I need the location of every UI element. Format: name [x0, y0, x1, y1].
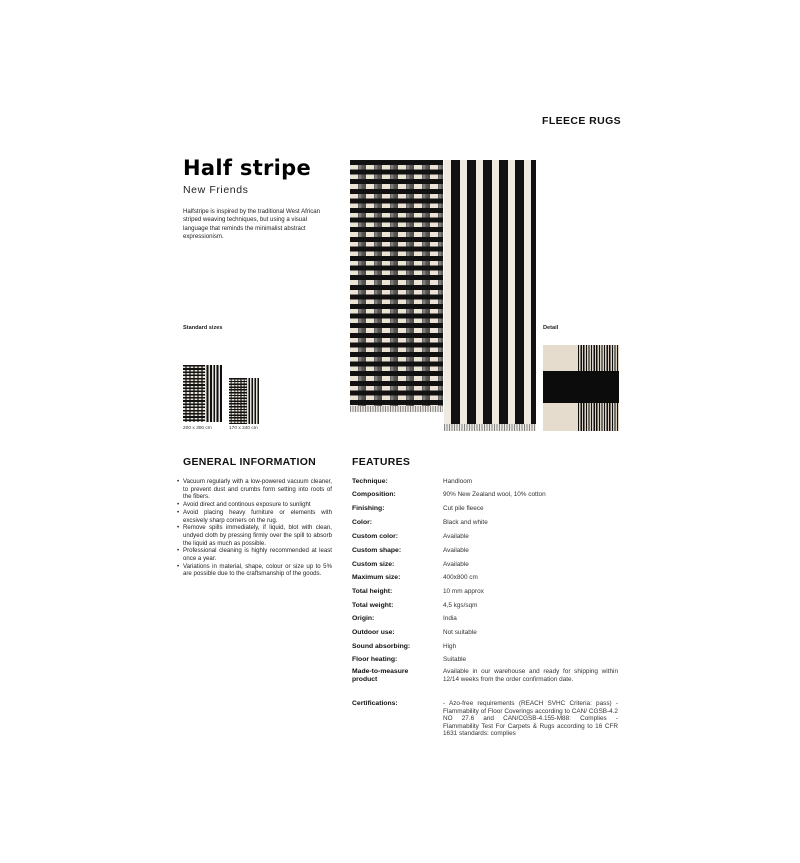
- size-thumbnail-200x300: [183, 365, 222, 422]
- general-information-heading: GENERAL INFORMATION: [183, 456, 317, 468]
- feature-label: Composition:: [352, 491, 396, 498]
- thumb-checked-part: [229, 378, 247, 424]
- care-instructions-list: [177, 478, 332, 578]
- size-thumbnail-170x240: [229, 378, 259, 424]
- feature-label: Custom shape:: [352, 547, 402, 554]
- feature-value: 90% New Zealand wool, 10% cotton: [443, 491, 546, 498]
- rug-fringe: [350, 406, 443, 412]
- feature-value: Black and white: [443, 519, 488, 526]
- feature-value: India: [443, 615, 457, 622]
- feature-label: Custom size:: [352, 561, 395, 568]
- feature-label: Sound absorbing:: [352, 643, 411, 650]
- feature-value: Suitable: [443, 656, 467, 663]
- detail-image: [543, 345, 619, 431]
- category-heading: FLEECE RUGS: [542, 115, 622, 127]
- feature-label: Origin:: [352, 615, 375, 622]
- care-item: • Avoid placing heavy furniture or elements with excsively sharp corners on the rug.: [177, 509, 332, 524]
- feature-value: High: [443, 643, 457, 650]
- care-item: • Professional cleaning is highly recommended at least once a year.: [177, 547, 332, 562]
- main-rug-image-checked: [350, 160, 443, 412]
- standard-sizes-label: Standard sizes: [183, 325, 223, 331]
- collection-name: New Friends: [183, 184, 249, 196]
- feature-label: Maximum size:: [352, 574, 401, 581]
- feature-label: Technique:: [352, 478, 388, 485]
- feature-label: Finishing:: [352, 505, 385, 512]
- thumb-striped-part: [247, 378, 259, 424]
- feature-value: Not suitable: [443, 629, 477, 636]
- feature-value: - Azo-free requirements (REACH SVHC Criteria: pass) - Flammability of Floor Coverings according to CAN/ CGSB-4.2 NO 27.6 and CAN/CGSB-4.155-M88: Complies - Flammability Test For Carpets & Rugs according to 16 CFR 1631 standards: complies: [443, 700, 618, 737]
- size-caption-1: 200 x 300 cm: [183, 426, 212, 431]
- feature-label: Total weight:: [352, 602, 394, 609]
- care-item: • Avoid direct and continous exposure to sunlight: [177, 501, 332, 509]
- care-item: • Vacuum regularly with a low-powered vacuum cleaner, to prevent dust and crumbs form setting into roots of the fibers.: [177, 478, 332, 501]
- feature-value: Available in our warehouse and ready for shipping within 12/14 weeks from the order confirmation date.: [443, 668, 618, 683]
- feature-label: Color:: [352, 519, 373, 526]
- feature-label: Made-to-measure product: [352, 668, 409, 683]
- thumb-striped-part: [205, 365, 222, 422]
- rug-fringe: [444, 424, 536, 431]
- main-rug-image-striped: [444, 160, 536, 431]
- feature-label: Total height:: [352, 588, 393, 595]
- thumb-checked-part: [183, 365, 205, 422]
- feature-value: Available: [443, 533, 469, 540]
- feature-value: 400x800 cm: [443, 574, 478, 581]
- feature-value: 4,5 kgs/sqm: [443, 602, 478, 609]
- care-item: • Variations in material, shape, colour or size up to 5% are possible due to the craftsmanship of the goods.: [177, 563, 332, 578]
- care-item: • Remove spills immediately, if liquid, blot with clean, undyed cloth by pressing firmly over the spill to absorb the liquid as much as possible.: [177, 524, 332, 547]
- feature-value: Handloom: [443, 478, 473, 485]
- feature-value: Available: [443, 561, 469, 568]
- product-description: Halfstripe is inspired by the traditional West African striped weaving techniques, but using a visual language that reminds the minimalist abstract expressionism.: [183, 208, 321, 240]
- striped-rug-pattern: [444, 160, 536, 424]
- feature-label: Certifications:: [352, 700, 398, 707]
- checked-rug-pattern: [350, 160, 443, 406]
- detail-black-band: [543, 371, 619, 403]
- size-caption-2: 170 x 240 cm: [229, 426, 258, 431]
- feature-value: 10 mm approx: [443, 588, 484, 595]
- product-title: Half stripe: [183, 156, 312, 180]
- feature-label: Custom color:: [352, 533, 399, 540]
- feature-label: Outdoor use:: [352, 629, 395, 636]
- detail-label: Detail: [543, 325, 559, 331]
- feature-value: Cut pile fleece: [443, 505, 484, 512]
- feature-label: Floor heating:: [352, 656, 398, 663]
- feature-value: Available: [443, 547, 469, 554]
- features-heading: FEATURES: [352, 456, 411, 468]
